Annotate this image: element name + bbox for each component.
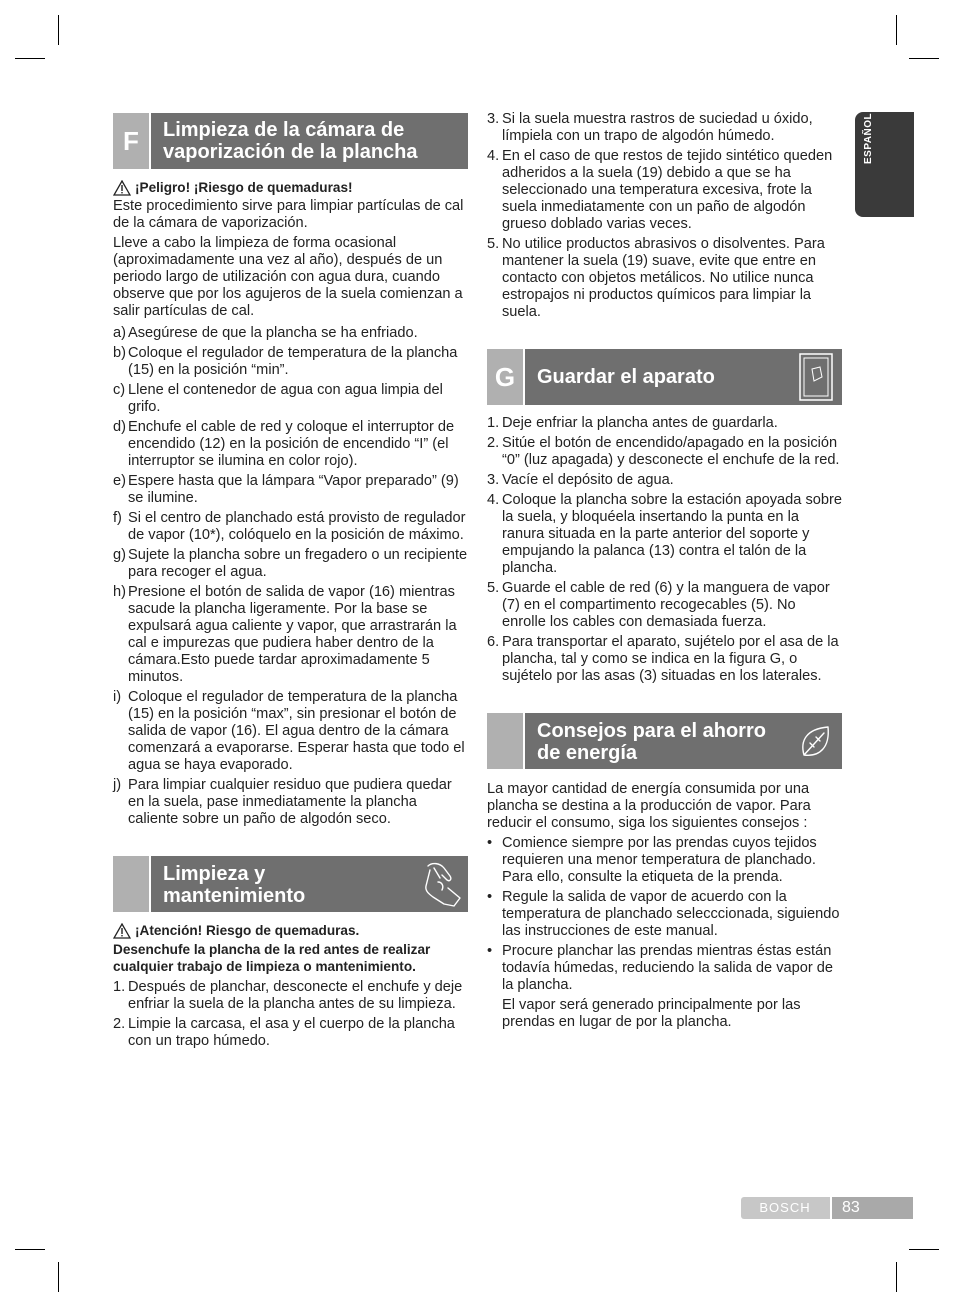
item-marker: 3.	[487, 111, 500, 127]
item-text: El vapor será generado principalmente por las prendas en lugar de por la plancha.	[502, 997, 801, 1030]
item-marker: d)	[113, 419, 126, 435]
item-marker: f)	[113, 510, 122, 526]
list-item	[487, 580, 842, 631]
item-text: Para transportar el aparato, sujételo por el asa de la plancha, tal y como se indica en la figura G, o sujételo por las asas (3) situadas en los laterales.	[502, 634, 839, 684]
crop-mark	[909, 1249, 939, 1250]
item-marker: 2.	[113, 1016, 126, 1032]
section-letter-blank	[487, 713, 525, 769]
item-text: No utilice productos abrasivos o disolventes. Para mantener la suela (19) suave, evite que entre en contacto con objetos metálicos. No utilice nunca estropajos ni productos químicos para limpiar la suela.	[502, 236, 825, 320]
bullet-marker: •	[487, 835, 493, 851]
list-item	[113, 1016, 468, 1050]
section-title: Limpieza y mantenimiento	[163, 863, 306, 907]
list-item	[113, 979, 468, 1013]
item-marker: g)	[113, 547, 126, 563]
item-text: Después de planchar, desconecte el enchufe y deje enfriar la suela de la plancha antes de su limpieza.	[128, 979, 463, 1012]
attention-warning	[113, 922, 468, 939]
section-letter: G	[487, 349, 525, 405]
crop-mark	[896, 15, 897, 45]
bullet-item	[487, 943, 842, 994]
section-title: Limpieza de la cámara de vaporización de la plancha	[163, 119, 418, 163]
list-item	[113, 689, 468, 774]
item-marker: c)	[113, 382, 126, 398]
item-text: Sujete la plancha sobre un fregadero o un recipiente para recoger el agua.	[128, 547, 468, 580]
item-text: Comience siempre por las prendas cuyos tejidos requieren una menor temperatura de planchado. Para ello, consulte la etiqueta de la prenda.	[502, 835, 817, 885]
cabinet-icon	[790, 349, 842, 405]
item-marker: 2.	[487, 435, 500, 451]
item-text: Deje enfriar la plancha antes de guardarla.	[502, 415, 778, 431]
item-text: Si el centro de planchado está provisto de regulador de vapor (10*), colóquelo en la posición de máximo.	[128, 510, 466, 543]
right-column	[487, 111, 842, 1034]
list-item	[487, 435, 842, 469]
section-title: Consejos para el ahorro de energía	[537, 720, 766, 764]
list-item	[487, 148, 842, 233]
list-item	[487, 634, 842, 685]
item-marker: 6.	[487, 634, 500, 650]
section-g-header	[487, 349, 842, 405]
item-text: Asegúrese de que la plancha se ha enfriado.	[128, 325, 418, 341]
item-marker: e)	[113, 473, 126, 489]
item-marker: j)	[113, 777, 122, 793]
warning-triangle-icon	[113, 923, 131, 939]
item-text: En el caso de que restos de tejido sintético queden adheridos a la suela (19) debido a que se ha seleccionado una temperatura excesiva, frote la suela inmediatamente con un paño de algodón grueso doblado varias veces.	[502, 148, 833, 232]
paragraph: La mayor cantidad de energía consumida por una plancha se destina a la producción de vapor. Para reducir el consumo, siga los siguientes consejos :	[487, 781, 811, 831]
list-item	[113, 584, 468, 686]
list-item	[113, 419, 468, 470]
item-marker: 3.	[487, 472, 500, 488]
warning-text: ¡Atención! Riesgo de quemaduras.	[135, 923, 360, 938]
item-marker: h)	[113, 584, 126, 600]
bullet-item	[487, 889, 842, 940]
item-text: Presione el botón de salida de vapor (16) mientras sacude la plancha ligeramente. Por la base se expulsará agua caliente y vapor, que arrastrarán la cal e impurezas que pudiera haber dentro de la cámara.Esto puede tardar aproximadamente 5 minutos.	[128, 584, 457, 685]
page-footer	[741, 1197, 913, 1219]
item-text: Coloque la plancha sobre la estación apoyada sobre la suela, y bloquéela insertando la punta en la ranura situada en la parte anterior del soporte y empujando la palanca (13) contra el talón de la plancha.	[502, 492, 842, 576]
crop-mark	[909, 58, 939, 59]
item-text: Regule la salida de vapor de acuerdo con la temperatura de planchado selecccionada, siguiendo las instrucciones de este manual.	[502, 889, 840, 939]
item-marker: b)	[113, 345, 126, 361]
list-item	[113, 345, 468, 379]
list-item	[113, 777, 468, 828]
leaf-icon	[790, 713, 842, 769]
list-item	[113, 325, 468, 342]
crop-mark	[896, 1262, 897, 1292]
section-title: Guardar el aparato	[537, 366, 715, 388]
list-item	[487, 111, 842, 145]
bullet-marker: •	[487, 943, 493, 959]
maintenance-header	[113, 856, 468, 912]
item-text: Si la suela muestra rastros de suciedad u óxido, límpiela con un trapo de algodón húmedo.	[502, 111, 813, 144]
paragraph: Este procedimiento sirve para limpiar partículas de cal de la cámara de vaporización.	[113, 198, 464, 231]
item-marker: 5.	[487, 236, 500, 252]
list-item	[487, 415, 842, 432]
item-text: Llene el contenedor de agua con agua limpia del grifo.	[128, 382, 443, 415]
left-column	[113, 113, 468, 1053]
unplug-note: Desenchufe la plancha de la red antes de realizar cualquier trabajo de limpieza o mantenimiento.	[113, 942, 431, 974]
item-marker: 5.	[487, 580, 500, 596]
step-list	[113, 325, 468, 828]
list-item	[113, 473, 468, 507]
item-marker: 4.	[487, 148, 500, 164]
list-item	[487, 492, 842, 577]
item-text: Enchufe el cable de red y coloque el interruptor de encendido (12) en la posición de encendido “I” (el interruptor se ilumina en color rojo).	[128, 419, 455, 469]
item-text: Guarde el cable de red (6) y la manguera de vapor (7) en el compartimento recogecables (5). No enrolle los cables con demasiada fuerza.	[502, 580, 830, 630]
item-text: Coloque el regulador de temperatura de la plancha (15) en la posición “min”.	[128, 345, 458, 378]
item-text: Sitúe el botón de encendido/apagado en la posición “0” (luz apagada) y desconecte el enchufe de la red.	[502, 435, 840, 468]
list-item	[113, 510, 468, 544]
section-letter: F	[113, 113, 151, 169]
item-text: Para limpiar cualquier residuo que pudiera quedar en la suela, pase inmediatamente la plancha caliente sobre un paño de algodón seco.	[128, 777, 452, 827]
item-text: Procure planchar las prendas mientras éstas están todavía húmedas, reduciendo la salida de vapor de la plancha.	[502, 943, 834, 993]
step-list	[487, 415, 842, 685]
crop-mark	[58, 1262, 59, 1292]
language-label: ESPAÑOL	[863, 112, 874, 164]
crop-mark	[15, 1249, 45, 1250]
bullet-marker: •	[487, 889, 493, 905]
energy-header	[487, 713, 842, 769]
hand-cleaning-icon	[416, 856, 468, 912]
section-f-header	[113, 113, 468, 169]
crop-mark	[15, 58, 45, 59]
bullet-item	[487, 835, 842, 886]
brand-label: BOSCH	[759, 1200, 811, 1215]
page-number: 83	[830, 1197, 913, 1219]
item-text: Espere hasta que la lámpara “Vapor preparado” (9) se ilumine.	[128, 473, 459, 506]
language-tab	[855, 112, 914, 217]
crop-mark	[58, 15, 59, 45]
item-marker: a)	[113, 325, 126, 341]
section-letter-blank	[113, 856, 151, 912]
item-marker: 1.	[487, 415, 500, 431]
list-item	[487, 236, 842, 321]
list-item	[113, 547, 468, 581]
item-text: Limpie la carcasa, el asa y el cuerpo de la plancha con un trapo húmedo.	[128, 1016, 455, 1049]
item-marker: i)	[113, 689, 122, 705]
bullet-list	[487, 835, 842, 994]
danger-warning	[113, 179, 468, 196]
list-item	[487, 997, 842, 1031]
item-marker: 4.	[487, 492, 500, 508]
list-item	[487, 472, 842, 489]
paragraph: Lleve a cabo la limpieza de forma ocasional (aproximadamente una vez al año), después de un periodo largo de utilización con agua dura, cuando observe que por los agujeros de la suela comienzan a salir partículas de cal.	[113, 235, 463, 319]
list-item	[113, 382, 468, 416]
warning-text: ¡Peligro! ¡Riesgo de quemaduras!	[135, 180, 353, 195]
item-text: Coloque el regulador de temperatura de la plancha (15) en la posición “max”, sin presionar el botón de salida de vapor (16). El agua dentro de la cámara comenzará a evaporarse. Esperar hasta que todo el agua se haya evaporado.	[128, 689, 465, 773]
warning-triangle-icon	[113, 180, 131, 196]
item-text: Vacíe el depósito de agua.	[502, 472, 674, 488]
item-marker: 1.	[113, 979, 126, 995]
